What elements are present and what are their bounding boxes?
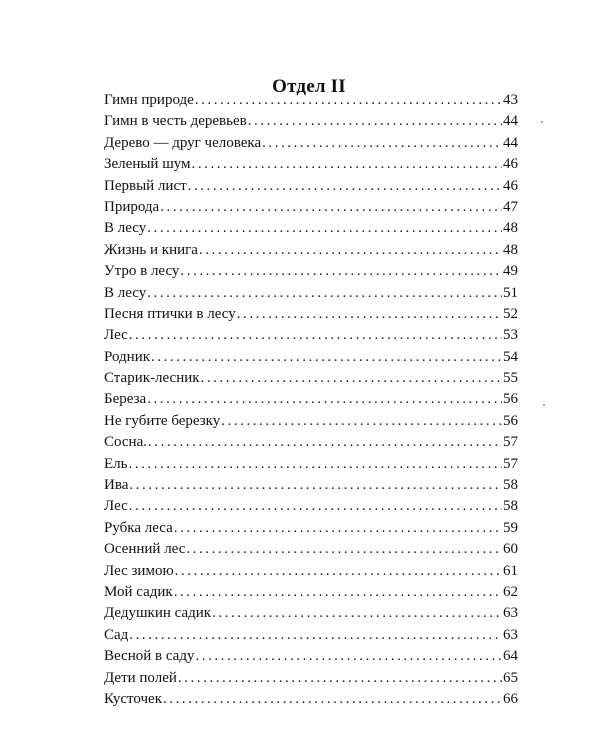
toc-entry [104, 668, 518, 689]
entry-title: Береза [104, 391, 147, 408]
toc-entry [104, 454, 518, 475]
toc-entry [104, 389, 518, 410]
dot-leader [186, 539, 502, 560]
entry-page-number: 58 [503, 477, 518, 494]
toc-entry [104, 154, 518, 175]
dot-leader [160, 197, 502, 218]
entry-page-number: 49 [503, 263, 518, 280]
dot-leader [192, 154, 502, 175]
entry-title: Сад [104, 626, 129, 643]
entry-title: Зеленый шум [104, 156, 191, 173]
entry-title: Весной в саду [104, 648, 195, 665]
table-of-contents [104, 90, 518, 710]
entry-title: Ель [104, 455, 128, 472]
entry-title: Ива [104, 477, 129, 494]
dot-leader [175, 561, 502, 582]
toc-entry [104, 176, 518, 197]
entry-title: Природа [104, 198, 160, 215]
dot-leader [129, 625, 502, 646]
entry-page-number: 58 [503, 498, 518, 515]
entry-title: Дедушкин садик [104, 605, 212, 622]
dot-leader [199, 240, 502, 261]
entry-page-number: 63 [503, 605, 518, 622]
entry-page-number: 43 [503, 92, 518, 108]
toc-entry [104, 261, 518, 282]
dot-leader [237, 304, 502, 325]
dot-leader [147, 218, 502, 239]
dot-leader [129, 475, 502, 496]
toc-entry [104, 218, 518, 239]
dot-leader [147, 283, 502, 304]
dot-leader [129, 454, 503, 475]
entry-page-number: 52 [503, 305, 518, 322]
entry-page-number: 44 [503, 113, 518, 130]
dot-leader [195, 646, 502, 667]
entry-title: Мой садик [104, 583, 173, 600]
toc-entry [104, 518, 518, 539]
entry-page-number: 60 [503, 541, 518, 558]
entry-title: Дети полей [104, 669, 177, 686]
dot-leader [174, 582, 502, 603]
toc-entry [104, 603, 518, 624]
dot-leader [180, 261, 502, 282]
paper-speck [541, 121, 543, 123]
toc-entry [104, 240, 518, 261]
entry-page-number: 48 [503, 241, 518, 258]
dot-leader [188, 176, 502, 197]
dot-leader [129, 496, 502, 517]
dot-leader [221, 411, 502, 432]
toc-entry [104, 197, 518, 218]
entry-page-number: 64 [503, 648, 518, 665]
dot-leader [151, 347, 502, 368]
entry-title: В лесу [104, 284, 147, 301]
section-title: Отдел II [272, 75, 346, 97]
dot-leader [147, 389, 502, 410]
toc-entry [104, 646, 518, 667]
entry-page-number: 56 [503, 391, 518, 408]
toc-entry [104, 133, 518, 154]
entry-page-number: 48 [503, 220, 518, 237]
entry-page-number: 57 [503, 455, 518, 472]
paper-speck [543, 404, 545, 406]
toc-entry [104, 539, 518, 560]
dot-leader [163, 689, 502, 710]
dot-leader [174, 518, 502, 539]
entry-title: Рубка леса [104, 519, 173, 536]
toc-entry [104, 432, 518, 453]
dot-leader [201, 368, 502, 389]
toc-entry [104, 111, 518, 132]
entry-page-number: 66 [503, 690, 518, 707]
toc-entry [104, 561, 518, 582]
dot-leader [148, 432, 502, 453]
entry-title: Старик-лесник [104, 370, 200, 387]
dot-leader [212, 603, 502, 624]
entry-title: В лесу [104, 220, 147, 237]
entry-title: Лес [104, 498, 128, 515]
toc-entry [104, 304, 518, 325]
dot-leader [129, 325, 502, 346]
toc-entry [104, 283, 518, 304]
entry-page-number: 54 [503, 348, 518, 365]
entry-page-number: 46 [503, 177, 518, 194]
toc-entry [104, 325, 518, 346]
toc-entry [104, 582, 518, 603]
entry-page-number: 47 [503, 198, 518, 215]
entry-page-number: 53 [503, 327, 518, 344]
entry-title: Жизнь и книга [104, 241, 198, 258]
entry-title: Лес зимою [104, 562, 174, 579]
toc-entry [104, 475, 518, 496]
toc-entry [104, 625, 518, 646]
entry-title: Осенний лес [104, 541, 186, 558]
entry-title: Дерево — друг человека [104, 134, 262, 151]
entry-page-number: 44 [503, 134, 518, 151]
entry-page-number: 57 [503, 434, 518, 451]
entry-title: Песня птички в лесу [104, 305, 236, 322]
entry-page-number: 56 [503, 412, 518, 429]
entry-title: Утро в лесу [104, 263, 180, 280]
entry-page-number: 59 [503, 519, 518, 536]
toc-entry [104, 90, 518, 111]
entry-title: Сосна. [104, 434, 147, 451]
dot-leader [248, 111, 502, 132]
toc-entry [104, 496, 518, 517]
entry-page-number: 51 [503, 284, 518, 301]
toc-entry [104, 411, 518, 432]
entry-page-number: 55 [503, 370, 518, 387]
toc-entry [104, 368, 518, 389]
toc-entry [104, 689, 518, 710]
entry-title: Не губите березку [104, 412, 221, 429]
entry-title: Гимн в честь деревьев [104, 113, 247, 130]
entry-title: Первый лист [104, 177, 187, 194]
entry-title: Кусточек [104, 690, 162, 707]
dot-leader [262, 133, 502, 154]
entry-page-number: 62 [503, 583, 518, 600]
entry-page-number: 46 [503, 156, 518, 173]
entry-title: Лес [104, 327, 128, 344]
dot-leader [195, 90, 502, 111]
entry-page-number: 65 [503, 669, 518, 686]
dot-leader [178, 668, 502, 689]
entry-title: Родник [104, 348, 151, 365]
toc-entry [104, 347, 518, 368]
entry-page-number: 61 [503, 562, 518, 579]
entry-title: Гимн природе [104, 92, 194, 108]
entry-page-number: 63 [503, 626, 518, 643]
